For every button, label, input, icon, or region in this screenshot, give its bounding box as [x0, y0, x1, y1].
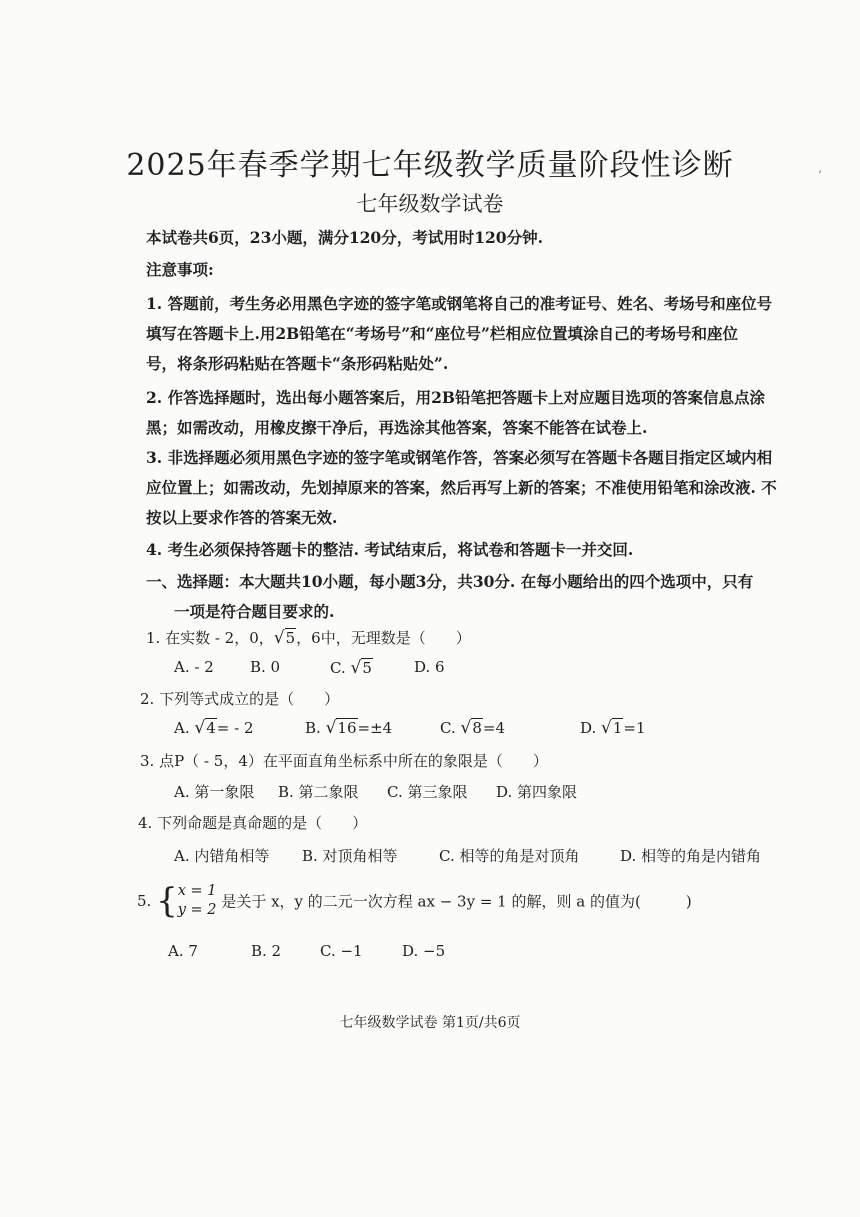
q4-option-b: B. 对顶角相等 — [302, 847, 398, 865]
q1-option-a: A. - 2 — [174, 658, 214, 676]
sqrt-expression: √5 — [273, 628, 296, 648]
note-line: 按以上要求作答的答案无效. — [146, 508, 338, 527]
question-4: 4. 下列命题是真命题的是（ ） — [138, 814, 368, 832]
question-5: 5. { x = 1 y = 2 是关于 x，y 的二元一次方程 ax − 3y = 1 的解，则 a 的值为( ) — [137, 881, 692, 921]
q5-option-d: D. −5 — [402, 942, 446, 960]
question-2: 2. 下列等式成立的是（ ） — [140, 690, 340, 708]
exam-title: 2025年春季学期七年级教学质量阶段性诊断 — [126, 148, 734, 183]
note-line: 号，将条形码粘贴在答题卡“条形码粘贴处”. — [146, 354, 449, 373]
q1-option-c: C. √5 — [330, 658, 372, 678]
q4-option-c: C. 相等的角是对顶角 — [439, 847, 580, 865]
note-line: 3. 非选择题必须用黑色字迹的签字笔或钢笔作答，答案必须写在答题卡各题目指定区域内相 — [146, 448, 773, 467]
note-line: 4. 考生必须保持答题卡的整洁. 考试结束后，将试卷和答题卡一并交回. — [146, 540, 634, 559]
q5-option-c: C. −1 — [320, 942, 363, 960]
note-line: 1. 答题前，考生务必用黑色字迹的签字笔或钢笔将自己的准考证号、姓名、考场号和座位号 — [146, 294, 773, 313]
q5-option-b: B. 2 — [251, 942, 282, 960]
q2-option-b: B. √16=±4 — [305, 718, 393, 738]
page-footer: 七年级数学试卷 第1页/共6页 — [339, 1015, 521, 1031]
question-1: 1. 在实数 - 2，0，√5，6中，无理数是（ ） — [146, 628, 471, 648]
q5-option-a: A. 7 — [168, 942, 198, 960]
notes-heading: 注意事项: — [146, 260, 214, 279]
section-heading: 一、选择题：本大题共10小题，每小题3分，共30分. 在每小题给出的四个选项中，只有 — [146, 572, 754, 591]
q1-option-d: D. 6 — [414, 658, 445, 676]
q3-option-c: C. 第三象限 — [387, 783, 468, 801]
exam-intro: 本试卷共6页，23小题，满分120分，考试用时120分钟. — [146, 228, 543, 247]
question-3: 3. 点P（ - 5，4）在平面直角坐标系中所在的象限是（ ） — [140, 752, 548, 770]
exam-subtitle: 七年级数学试卷 — [356, 192, 504, 216]
note-line: 2. 作答选择题时，选出每小题答案后，用2B铅笔把答题卡上对应题目选项的答案信息点涂 — [146, 388, 765, 407]
note-line: 黑；如需改动，用橡皮擦干净后，再选涂其他答案，答案不能答在试卷上. — [146, 418, 648, 437]
q4-option-a: A. 内错角相等 — [174, 847, 270, 865]
margin-mark: ‘ — [818, 168, 822, 182]
q3-option-d: D. 第四象限 — [496, 783, 578, 801]
q2-option-c: C. √8=4 — [440, 718, 505, 738]
equation-system: x = 1 y = 2 — [177, 883, 217, 918]
note-line: 填写在答题卡上.用2B铅笔在“考场号”和“座位号”栏相应位置填涂自己的考场号和座位 — [146, 324, 738, 343]
section-heading-cont: 一项是符合题目要求的. — [174, 602, 335, 621]
q4-option-d: D. 相等的角是内错角 — [620, 847, 762, 865]
q3-option-b: B. 第二象限 — [278, 783, 359, 801]
note-line: 应位置上；如需改动，先划掉原来的答案，然后再写上新的答案；不准使用铅笔和涂改液. 不 — [146, 478, 777, 497]
q2-option-d: D. √1=1 — [580, 718, 646, 738]
equation-system-brace: { — [156, 881, 178, 921]
q3-option-a: A. 第一象限 — [174, 783, 255, 801]
q1-option-b: B. 0 — [250, 658, 281, 676]
q2-option-a: A. √4= - 2 — [174, 718, 254, 738]
